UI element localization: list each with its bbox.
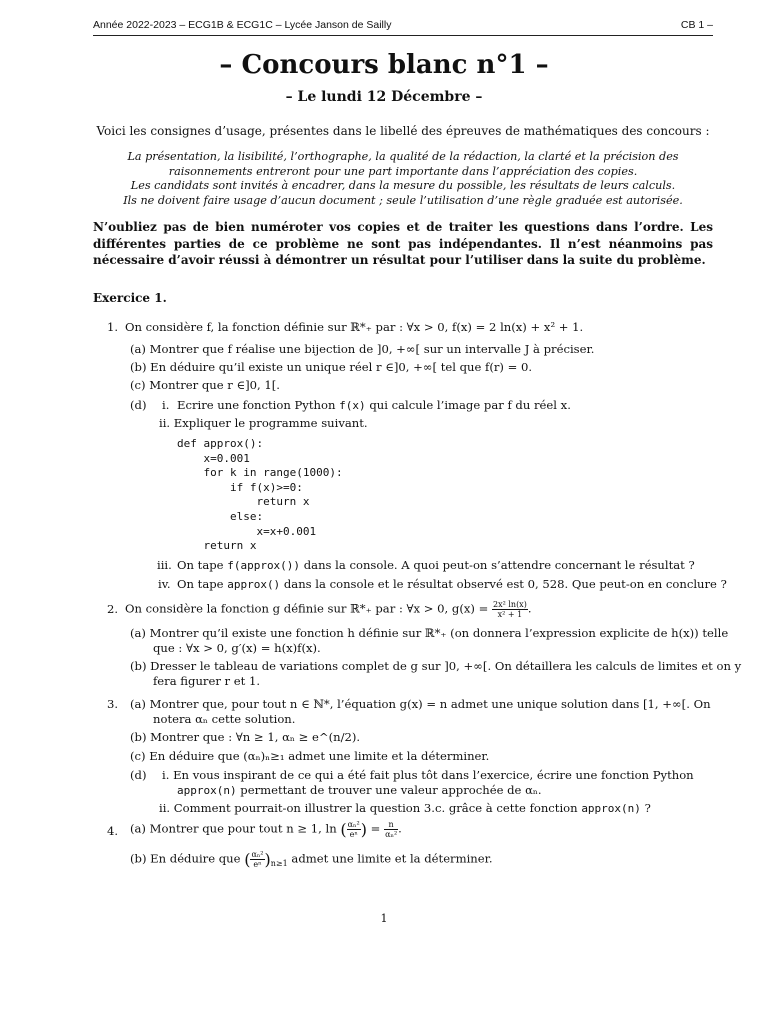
q1c: (c) Montrer que r ∈]0, 1[. [130,378,280,392]
q1d-iv-pre: On tape [177,577,224,591]
q1d-i-label: i. [162,398,170,412]
q1-statement: On considère f, la fonction définie sur ℝ*₊ par : ∀x > 0, f(x) = 2 ln(x) + x² + 1. [125,320,584,334]
q1d-i [177,398,571,413]
q4a-fraction2 [384,820,398,839]
q1d-iii-code: f(approx()) [227,559,301,572]
q4b-subscript: n≥1 [270,858,288,868]
q1d-i-pre: Ecrire une fonction Python [177,398,336,412]
q3d-ii [159,801,651,816]
page-header [93,19,713,31]
rules-line: Ils ne doivent faire usage d’aucun document ; seule l’utilisation d’une règle graduée est autorisée. [123,193,683,207]
header-right: CB 1 – [680,19,713,31]
q3-number: 3. [107,697,119,711]
q2-pre: On considère la fonction g définie sur ℝ*₊ par : ∀x > 0, g(x) = [125,601,489,616]
q1d-iv-post: dans la console et le résultat observé est 0, 528. Que peut-on en conclure ? [283,577,727,591]
q4b-frac-num: αₙ² [251,850,264,859]
q2-frac-den: x² + 1 [497,610,523,619]
right-paren: ) [264,850,271,869]
q3a-line1: (a) Montrer que, pour tout n ∈ ℕ*, l’équation g(x) = n admet une unique solution dans [1, +∞[. On [130,697,711,711]
q4b-frac-den: eⁿ [253,860,262,869]
q2b-line2: fera figurer r et 1. [153,674,261,688]
q4-number: 4. [107,824,119,838]
q3a-line2: notera αₙ cette solution. [153,712,296,726]
warning-paragraph: N’oubliez pas de bien numéroter vos copies et de traiter les questions dans l’ordre. Les différentes parties de ce problème ne sont pas indépendantes. Il n’est néanmoins pas nécessaire d’avoir réussi à démontrer un résultat pour l’utiliser dans la suite du problème. [93,220,713,267]
q2b-line1: (b) Dresser le tableau de variations complet de g sur ]0, +∞[. On détaillera les calculs de limites et on y [130,659,742,673]
q1d-i-code: f(x) [339,399,366,412]
rules-line: La présentation, la lisibilité, l’orthographe, la qualité de la rédaction, la clarté et la précision des [127,150,679,163]
q4a-frac1-den: eⁿ [349,830,358,839]
q4a-eq: = [370,821,381,836]
header-left: Année 2022-2023 – ECG1B & ECG1C – Lycée Janson de Sailly [93,19,392,31]
exam-rules [93,150,713,208]
q1d-label: (d) [130,398,147,412]
q1d-iii-pre: On tape [177,558,224,572]
q3c: (c) En déduire que (αₙ)ₙ≥₁ admet une limite et la déterminer. [130,749,490,763]
right-paren: ) [360,820,367,839]
q4b-pre: (b) En déduire que [130,851,241,866]
q3d-i-code: approx(n) [177,784,237,797]
exercise-title: Exercice 1. [93,291,167,305]
q1b: (b) En déduire qu’il existe un unique réel r ∈]0, +∞[ tel que f(r) = 0. [130,360,533,374]
page-number: 1 [380,912,388,925]
q1d-i-post: qui calcule l’image par f du réel x. [369,398,571,412]
left-paren: ( [340,820,347,839]
q3d-i-line1: i. En vous inspirant de ce qui a été fait plus tôt dans l’exercice, écrire une fonction Python [162,768,694,782]
rules-line: Les candidats sont invités à encadrer, dans la mesure du possible, les résultats de leurs calculs. [130,179,676,192]
q1a: (a) Montrer que f réalise une bijection de ]0, +∞[ sur un intervalle J à préciser. [130,342,595,356]
q3b: (b) Montrer que : ∀n ≥ 1, αₙ ≥ e^(n/2). [130,730,361,744]
q2-post: . [527,601,532,616]
q3d-label: (d) [130,768,147,782]
intro-text: Voici les consignes d’usage, présentes dans le libellé des épreuves de mathématiques des concours : [96,124,710,138]
q2a-line1: (a) Montrer qu’il existe une fonction h définie sur ℝ*₊ (on donnera l’expression explicite de h(x)) telle [130,626,729,640]
python-code-block: def approx(): x=0.001 for k in range(1000): if f(x)>=0: return x else: x=x+0.001 return x [177,437,343,553]
q4b-fraction [250,850,264,869]
page-subtitle: – Le lundi 12 Décembre – [285,89,483,105]
q4a-pre: (a) Montrer que pour tout n ≥ 1, ln [130,821,337,836]
q4a-post: . [398,821,402,836]
q1d-iii-post: dans la console. A quoi peut-on s’attendre concernant le résultat ? [303,558,695,572]
q4b-post: admet une limite et la déterminer. [291,851,493,866]
q1d-iv-label: iv. [158,577,171,591]
page-title: – Concours blanc n°1 – [219,50,549,80]
q3d-i-post: permettant de trouver une valeur approchée de αₙ. [240,783,542,797]
q4a-frac1-num: αₙ² [347,820,360,829]
q1d-iii-label: iii. [157,558,172,572]
q1d-iv-code: approx() [227,578,281,591]
q1d-ii: ii. Expliquer le programme suivant. [159,416,368,430]
q4a [130,820,402,839]
q3d-i-line2 [177,783,542,798]
q3d-ii-pre: ii. Comment pourrait-on illustrer la question 3.c. grâce à cette fonction [159,801,578,815]
q2-fraction [492,600,528,619]
q2-frac-num: 2x² ln(x) [493,600,527,609]
q4a-fraction1 [347,820,361,839]
q1d-iv [177,577,727,592]
q4a-frac2-num: n [384,820,398,830]
q2-statement [125,600,532,619]
q2a-line2: que : ∀x > 0, g′(x) = h(x)f(x). [153,641,321,655]
q4b [130,850,493,871]
q3d-ii-post: ? [644,801,651,815]
q1d-iii [177,558,695,573]
q4a-frac2-den: αₙ² [385,830,398,839]
q2-number: 2. [107,602,119,616]
header-rule [93,35,713,36]
q3d-ii-code: approx(n) [581,802,641,815]
left-paren: ( [244,850,251,869]
q1-number: 1. [107,320,119,334]
rules-line: raisonnements entreront pour une part importante dans l’appréciation des copies. [168,164,638,178]
